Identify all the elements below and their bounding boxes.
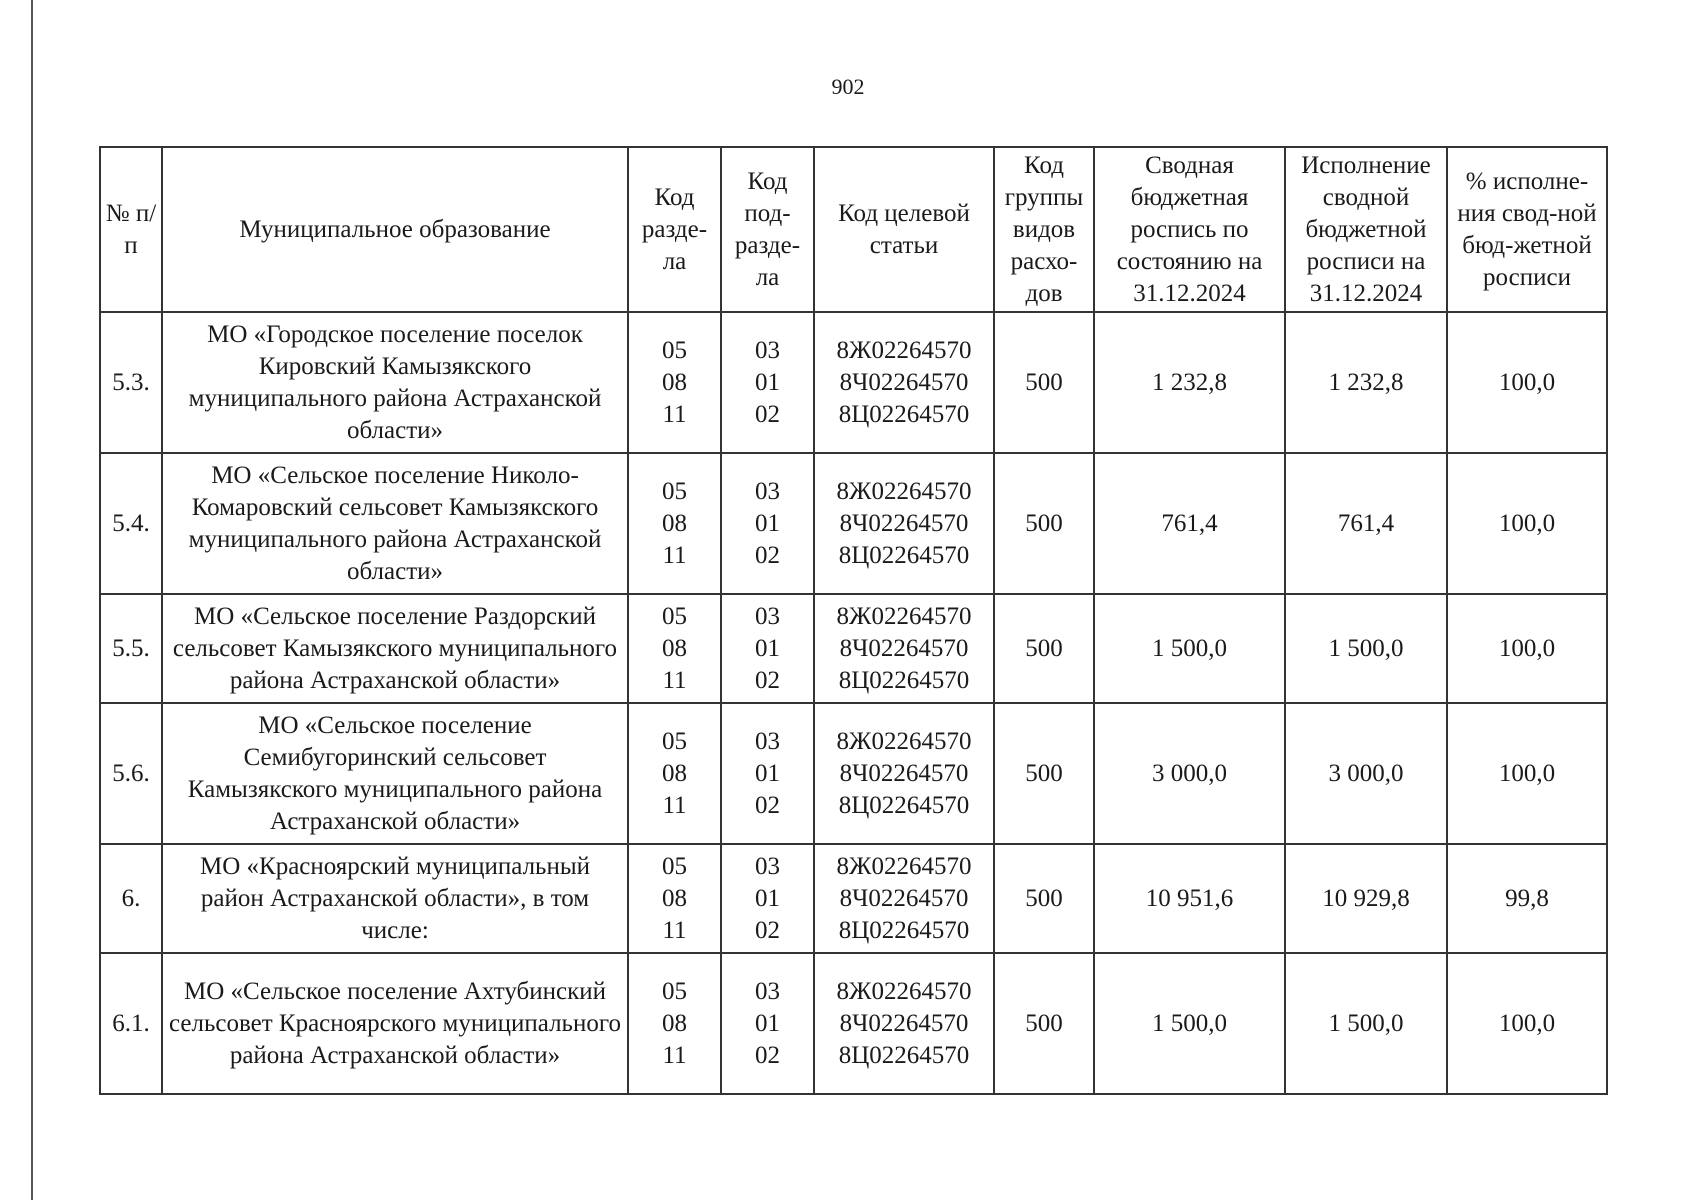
subsection-code: 02 — [755, 916, 780, 944]
row-subsections — [721, 312, 814, 453]
row-sections — [628, 312, 721, 453]
row-targets — [814, 594, 994, 703]
target-code: 8Ж02264570 — [836, 977, 972, 1005]
row-num: 5.3. — [100, 312, 162, 453]
row-expense-group: 500 — [994, 953, 1094, 1094]
target-code: 8Ч02264570 — [839, 884, 969, 912]
row-budget: 1 500,0 — [1094, 953, 1285, 1094]
row-subsections — [721, 953, 814, 1094]
row-execution: 761,4 — [1285, 453, 1447, 594]
row-percent: 100,0 — [1447, 453, 1607, 594]
left-margin-line — [31, 0, 33, 1200]
section-code: 11 — [662, 400, 687, 428]
section-code: 05 — [662, 602, 687, 630]
subsection-code: 02 — [755, 400, 780, 428]
section-code: 08 — [662, 368, 687, 396]
subsection-code: 01 — [755, 368, 780, 396]
table-row — [100, 703, 1607, 844]
target-code: 8Ж02264570 — [836, 336, 972, 364]
target-code: 8Ж02264570 — [836, 602, 972, 630]
row-sections — [628, 594, 721, 703]
table-row — [100, 953, 1607, 1094]
section-code: 05 — [662, 477, 687, 505]
subsection-code: 02 — [755, 791, 780, 819]
target-code: 8Ч02264570 — [839, 1009, 969, 1037]
row-municipality: МО «Сельское поселение Ахтубинский сельсовет Красноярского муниципального района Астраханской области» — [162, 953, 628, 1094]
row-subsections — [721, 453, 814, 594]
section-code: 05 — [662, 977, 687, 1005]
header-section: Код разде-ла — [628, 147, 721, 312]
section-code: 08 — [662, 884, 687, 912]
row-expense-group: 500 — [994, 453, 1094, 594]
budget-execution-table — [99, 146, 1608, 1095]
row-percent: 99,8 — [1447, 844, 1607, 953]
target-code: 8Ч02264570 — [839, 759, 969, 787]
subsection-code: 03 — [755, 477, 780, 505]
row-sections — [628, 453, 721, 594]
row-percent: 100,0 — [1447, 703, 1607, 844]
subsection-code: 02 — [755, 666, 780, 694]
target-code: 8Ц02264570 — [838, 541, 970, 569]
row-subsections — [721, 703, 814, 844]
target-code: 8Ж02264570 — [836, 852, 972, 880]
target-code: 8Ц02264570 — [838, 791, 970, 819]
row-num: 5.5. — [100, 594, 162, 703]
row-sections — [628, 844, 721, 953]
target-code: 8Ц02264570 — [838, 666, 970, 694]
row-execution: 10 929,8 — [1285, 844, 1447, 953]
table-row — [100, 844, 1607, 953]
subsection-code: 01 — [755, 634, 780, 662]
row-targets — [814, 453, 994, 594]
header-num: № п/п — [100, 147, 162, 312]
subsection-code: 03 — [755, 336, 780, 364]
subsection-code: 03 — [755, 727, 780, 755]
subsection-code: 01 — [755, 509, 780, 537]
section-code: 11 — [662, 1041, 687, 1069]
target-code: 8Ч02264570 — [839, 368, 969, 396]
target-code: 8Ч02264570 — [839, 634, 969, 662]
subsection-code: 02 — [755, 541, 780, 569]
row-execution: 3 000,0 — [1285, 703, 1447, 844]
row-budget: 761,4 — [1094, 453, 1285, 594]
subsection-code: 01 — [755, 759, 780, 787]
header-expense-group: Код группы видов расхо-дов — [994, 147, 1094, 312]
section-code: 11 — [662, 666, 687, 694]
header-municipality: Муниципальное образование — [162, 147, 628, 312]
section-code: 05 — [662, 336, 687, 364]
target-code: 8Ч02264570 — [839, 509, 969, 537]
section-code: 08 — [662, 634, 687, 662]
section-code: 11 — [662, 791, 687, 819]
row-sections — [628, 703, 721, 844]
row-percent: 100,0 — [1447, 312, 1607, 453]
row-num: 6. — [100, 844, 162, 953]
row-targets — [814, 312, 994, 453]
row-targets — [814, 844, 994, 953]
row-municipality: МО «Сельское поселение Раздорский сельсовет Камызякского муниципального района Астраханской области» — [162, 594, 628, 703]
row-budget: 1 500,0 — [1094, 594, 1285, 703]
row-subsections — [721, 844, 814, 953]
row-municipality: МО «Городское поселение поселок Кировский Камызякского муниципального района Астраханской области» — [162, 312, 628, 453]
subsection-code: 03 — [755, 852, 780, 880]
target-code: 8Ц02264570 — [838, 916, 970, 944]
row-sections — [628, 953, 721, 1094]
subsection-code: 03 — [755, 602, 780, 630]
row-municipality: МО «Красноярский муниципальный район Астраханской области», в том числе: — [162, 844, 628, 953]
row-expense-group: 500 — [994, 844, 1094, 953]
page-number: 902 — [831, 74, 865, 99]
section-code: 11 — [662, 916, 687, 944]
target-code: 8Ж02264570 — [836, 727, 972, 755]
row-subsections — [721, 594, 814, 703]
section-code: 05 — [662, 852, 687, 880]
row-execution: 1 500,0 — [1285, 953, 1447, 1094]
row-targets — [814, 703, 994, 844]
header-percent: % исполне-ния свод-ной бюд-жетной росписи — [1447, 147, 1607, 312]
header-execution: Исполнение сводной бюджетной росписи на 31.12.2024 — [1285, 147, 1447, 312]
table-row — [100, 453, 1607, 594]
row-budget: 3 000,0 — [1094, 703, 1285, 844]
table-header-row — [100, 147, 1607, 312]
row-budget: 10 951,6 — [1094, 844, 1285, 953]
row-num: 5.4. — [100, 453, 162, 594]
table-row — [100, 312, 1607, 453]
row-budget: 1 232,8 — [1094, 312, 1285, 453]
section-code: 08 — [662, 759, 687, 787]
row-municipality: МО «Сельское поселение Николо-Комаровский сельсовет Камызякского муниципального района Астраханской области» — [162, 453, 628, 594]
row-expense-group: 500 — [994, 594, 1094, 703]
section-code: 11 — [662, 541, 687, 569]
section-code: 08 — [662, 509, 687, 537]
subsection-code: 03 — [755, 977, 780, 1005]
row-municipality: МО «Сельское поселение Семибугоринский сельсовет Камызякского муниципального района Астраханской области» — [162, 703, 628, 844]
row-percent: 100,0 — [1447, 594, 1607, 703]
row-num: 5.6. — [100, 703, 162, 844]
table-row — [100, 594, 1607, 703]
row-execution: 1 232,8 — [1285, 312, 1447, 453]
target-code: 8Ц02264570 — [838, 400, 970, 428]
section-code: 08 — [662, 1009, 687, 1037]
section-code: 05 — [662, 727, 687, 755]
subsection-code: 02 — [755, 1041, 780, 1069]
row-execution: 1 500,0 — [1285, 594, 1447, 703]
row-targets — [814, 953, 994, 1094]
row-percent: 100,0 — [1447, 953, 1607, 1094]
header-subsection: Код под-разде-ла — [721, 147, 814, 312]
subsection-code: 01 — [755, 1009, 780, 1037]
header-target: Код целевой статьи — [814, 147, 994, 312]
target-code: 8Ц02264570 — [838, 1041, 970, 1069]
header-budget: Сводная бюджетная роспись по состоянию на 31.12.2024 — [1094, 147, 1285, 312]
row-num: 6.1. — [100, 953, 162, 1094]
row-expense-group: 500 — [994, 703, 1094, 844]
row-expense-group: 500 — [994, 312, 1094, 453]
target-code: 8Ж02264570 — [836, 477, 972, 505]
subsection-code: 01 — [755, 884, 780, 912]
